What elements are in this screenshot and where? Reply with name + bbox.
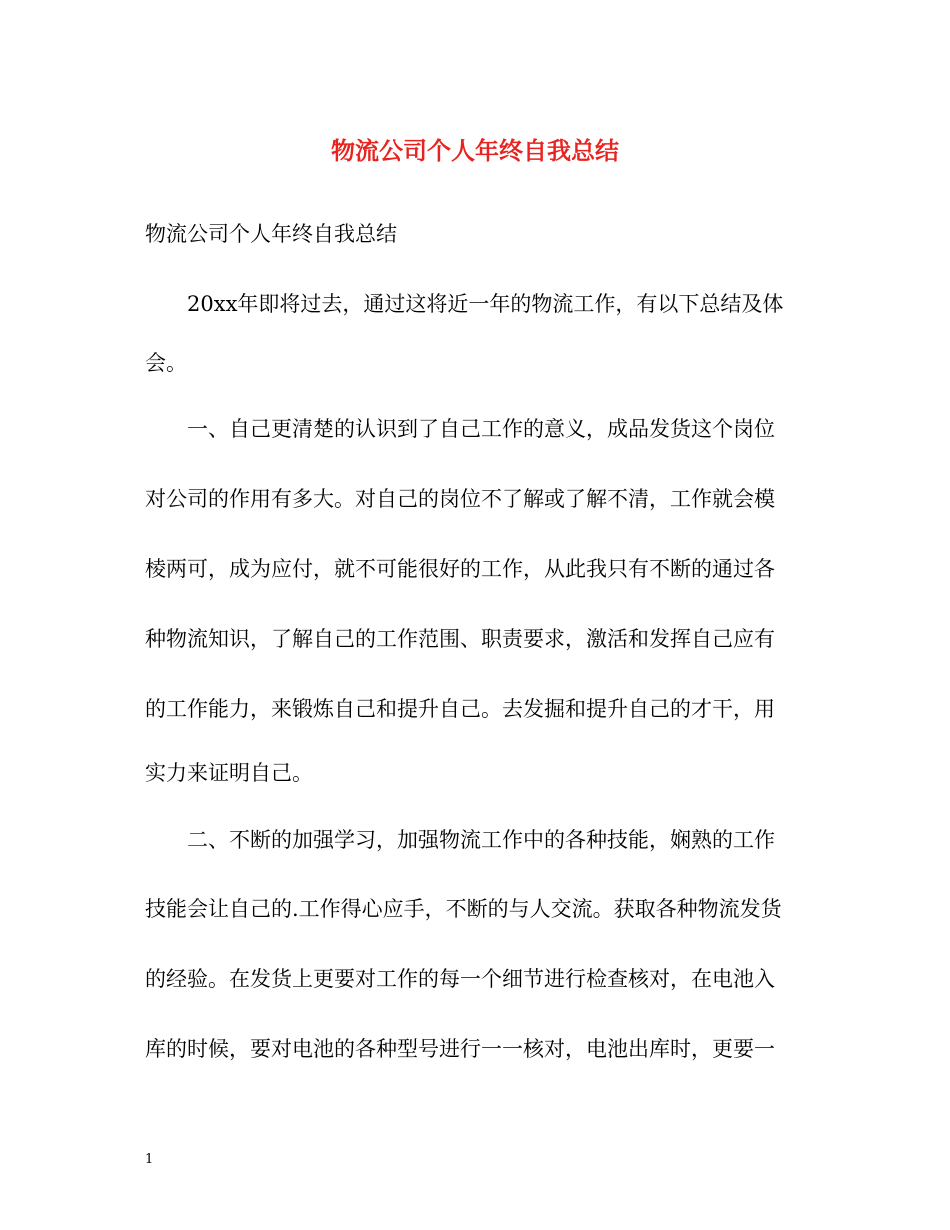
paragraph-line: 种物流知识，了解自己的工作范围、职责要求，激活和发挥自己应有 — [145, 627, 775, 651]
paragraph-line: 技能会让自己的.工作得心应手，不断的与人交流。获取各种物流发货 — [145, 897, 782, 921]
paragraph-line: 一、自己更清楚的认识到了自己工作的意义，成品发货这个岗位 — [187, 417, 775, 441]
document-title: 物流公司个人年终自我总结 — [331, 136, 619, 165]
paragraph-line: 的工作能力，来锻炼自己和提升自己。去发掘和提升自己的才干，用 — [145, 697, 775, 721]
paragraph-line: 库的时候，要对电池的各种型号进行一一核对，电池出库时，更要一 — [145, 1037, 775, 1061]
paragraph-line: 20xx年即将过去，通过这将近一年的物流工作，有以下总结及体 — [187, 292, 784, 316]
document-subtitle: 物流公司个人年终自我总结 — [145, 222, 397, 246]
paragraph-line: 对公司的作用有多大。对自己的岗位不了解或了解不清，工作就会模 — [145, 487, 775, 511]
paragraph-line: 的经验。在发货上更要对工作的每一个细节进行检查核对，在电池入 — [145, 967, 775, 991]
paragraph-line: 实力来证明自己。 — [145, 761, 313, 785]
paragraph-line: 会。 — [145, 351, 187, 375]
paragraph-line: 棱两可，成为应付，就不可能很好的工作，从此我只有不断的通过各 — [145, 557, 775, 581]
page-number: 1 — [145, 1152, 154, 1167]
paragraph-line: 二、不断的加强学习，加强物流工作中的各种技能，娴熟的工作 — [187, 828, 775, 852]
